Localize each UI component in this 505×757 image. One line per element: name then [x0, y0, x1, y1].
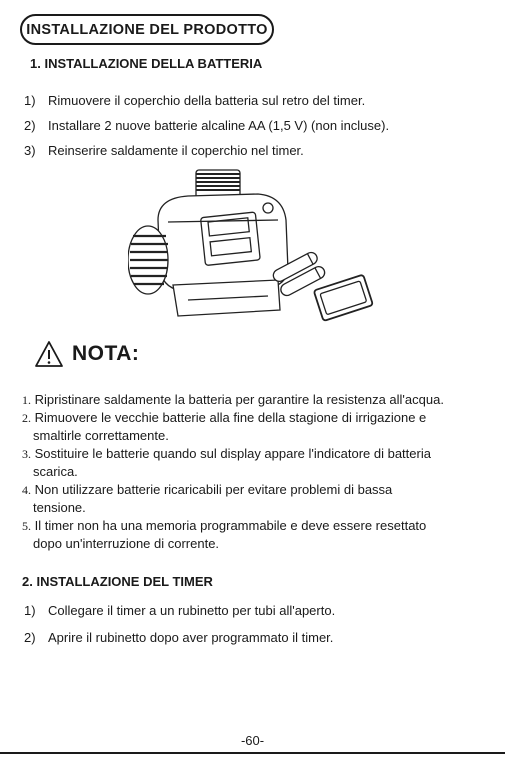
step-text: Rimuovere il coperchio della batteria sul retro del timer.	[48, 93, 366, 108]
note-text-continued: dopo un'interruzione di corrente.	[33, 536, 220, 551]
note-heading	[34, 340, 139, 368]
note-number: 1.	[22, 393, 31, 407]
bottom-divider	[0, 752, 505, 754]
note-number: 3.	[22, 447, 31, 461]
step-number: 1)	[24, 603, 36, 618]
section-2-step-1	[24, 603, 335, 618]
note-text: Ripristinare saldamente la batteria per garantire la resistenza all'acqua.	[34, 392, 444, 407]
note-number: 2.	[22, 411, 31, 425]
note-text-continued: scarica.	[33, 464, 78, 479]
note-item-5	[22, 517, 492, 552]
note-number: 5.	[22, 519, 31, 533]
step-number: 2)	[24, 118, 36, 133]
warning-triangle-icon	[34, 340, 64, 368]
note-item-2	[22, 409, 492, 444]
note-text: Il timer non ha una memoria programmabile e deve essere resettato	[34, 518, 427, 533]
note-number: 4.	[22, 483, 31, 497]
step-text: Aprire il rubinetto dopo aver programmato il timer.	[48, 630, 334, 645]
note-label: NOTA:	[72, 342, 140, 365]
page-number: -60-	[240, 733, 265, 748]
section-1-title: 1. INSTALLAZIONE DELLA BATTERIA	[30, 56, 263, 71]
timer-battery-illustration	[128, 160, 378, 330]
section-2-step-2	[24, 630, 333, 645]
step-text: Installare 2 nuove batterie alcaline AA (1,5 V) (non incluse).	[48, 118, 390, 133]
note-text: Non utilizzare batterie ricaricabili per evitare problemi di bassa	[34, 482, 393, 497]
step-number: 1)	[24, 93, 36, 108]
section-2-title: 2. INSTALLAZIONE DEL TIMER	[22, 574, 213, 589]
step-number: 2)	[24, 630, 36, 645]
step-text: Collegare il timer a un rubinetto per tubi all'aperto.	[48, 603, 336, 618]
section-1-step-1	[24, 93, 365, 108]
note-item-3	[22, 445, 492, 480]
note-item-4	[22, 481, 492, 516]
page-header-title: INSTALLAZIONE DEL PRODOTTO	[20, 14, 274, 45]
note-text: Sostituire le batterie quando sul display appare l'indicatore di batteria	[34, 446, 431, 461]
note-text-continued: smaltirle correttamente.	[33, 428, 169, 443]
step-text: Reinserire saldamente il coperchio nel timer.	[48, 143, 304, 158]
section-1-step-3	[24, 143, 304, 158]
step-number: 3)	[24, 143, 36, 158]
note-text: Rimuovere le vecchie batterie alla fine della stagione di irrigazione e	[34, 410, 427, 425]
section-1-step-2	[24, 118, 389, 133]
note-item-1	[22, 391, 492, 409]
note-text-continued: tensione.	[33, 500, 86, 515]
